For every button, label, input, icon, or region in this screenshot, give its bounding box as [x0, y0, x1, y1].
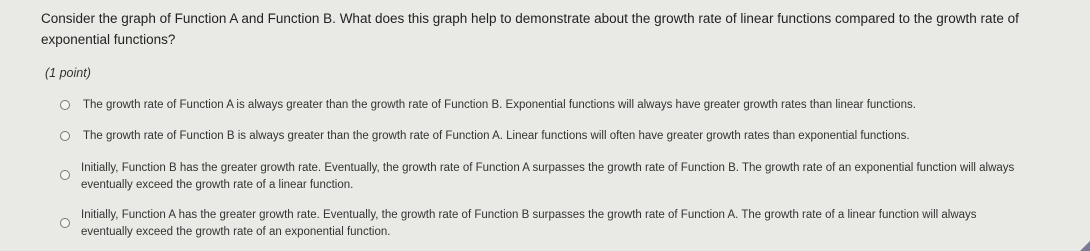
answer-option-label: The growth rate of Function B is always greater than the growth rate of Function A. Linear functions will often have greater growth rates than exponential functions.	[83, 130, 910, 142]
answer-option-label: The growth rate of Function A is always greater than the growth rate of Function B. Exponential functions will always have greater growth rates than linear functions.	[83, 99, 916, 111]
radio-button-icon[interactable]	[60, 131, 70, 141]
radio-button-icon[interactable]	[60, 218, 70, 228]
corner-arrow-icon	[1080, 241, 1090, 251]
question-text: Consider the graph of Function A and Function B. What does this graph help to demonstrate about the growth rate of linear functions compared to the growth rate of exponential functions?	[41, 11, 1019, 47]
answer-option-2[interactable]	[60, 128, 910, 145]
radio-button-icon[interactable]	[60, 100, 70, 110]
answer-option-label: Initially, Function A has the greater growth rate. Eventually, the growth rate of Function B surpasses the growth rate of Function A. The growth rate of a linear function will always eventually exceed the growth rate of an exponential function.	[81, 209, 977, 238]
points-label: (1 point)	[45, 66, 91, 80]
answer-option-label: Initially, Function B has the greater growth rate. Eventually, the growth rate of Function A surpasses the growth rate of Function B. The growth rate of an exponential function will always eventually exceed the growth rate of a linear function.	[81, 162, 1015, 191]
radio-button-icon[interactable]	[60, 170, 70, 180]
answer-option-4[interactable]	[60, 207, 1021, 240]
answer-option-3[interactable]	[60, 160, 1021, 193]
answer-option-1[interactable]	[60, 97, 916, 114]
